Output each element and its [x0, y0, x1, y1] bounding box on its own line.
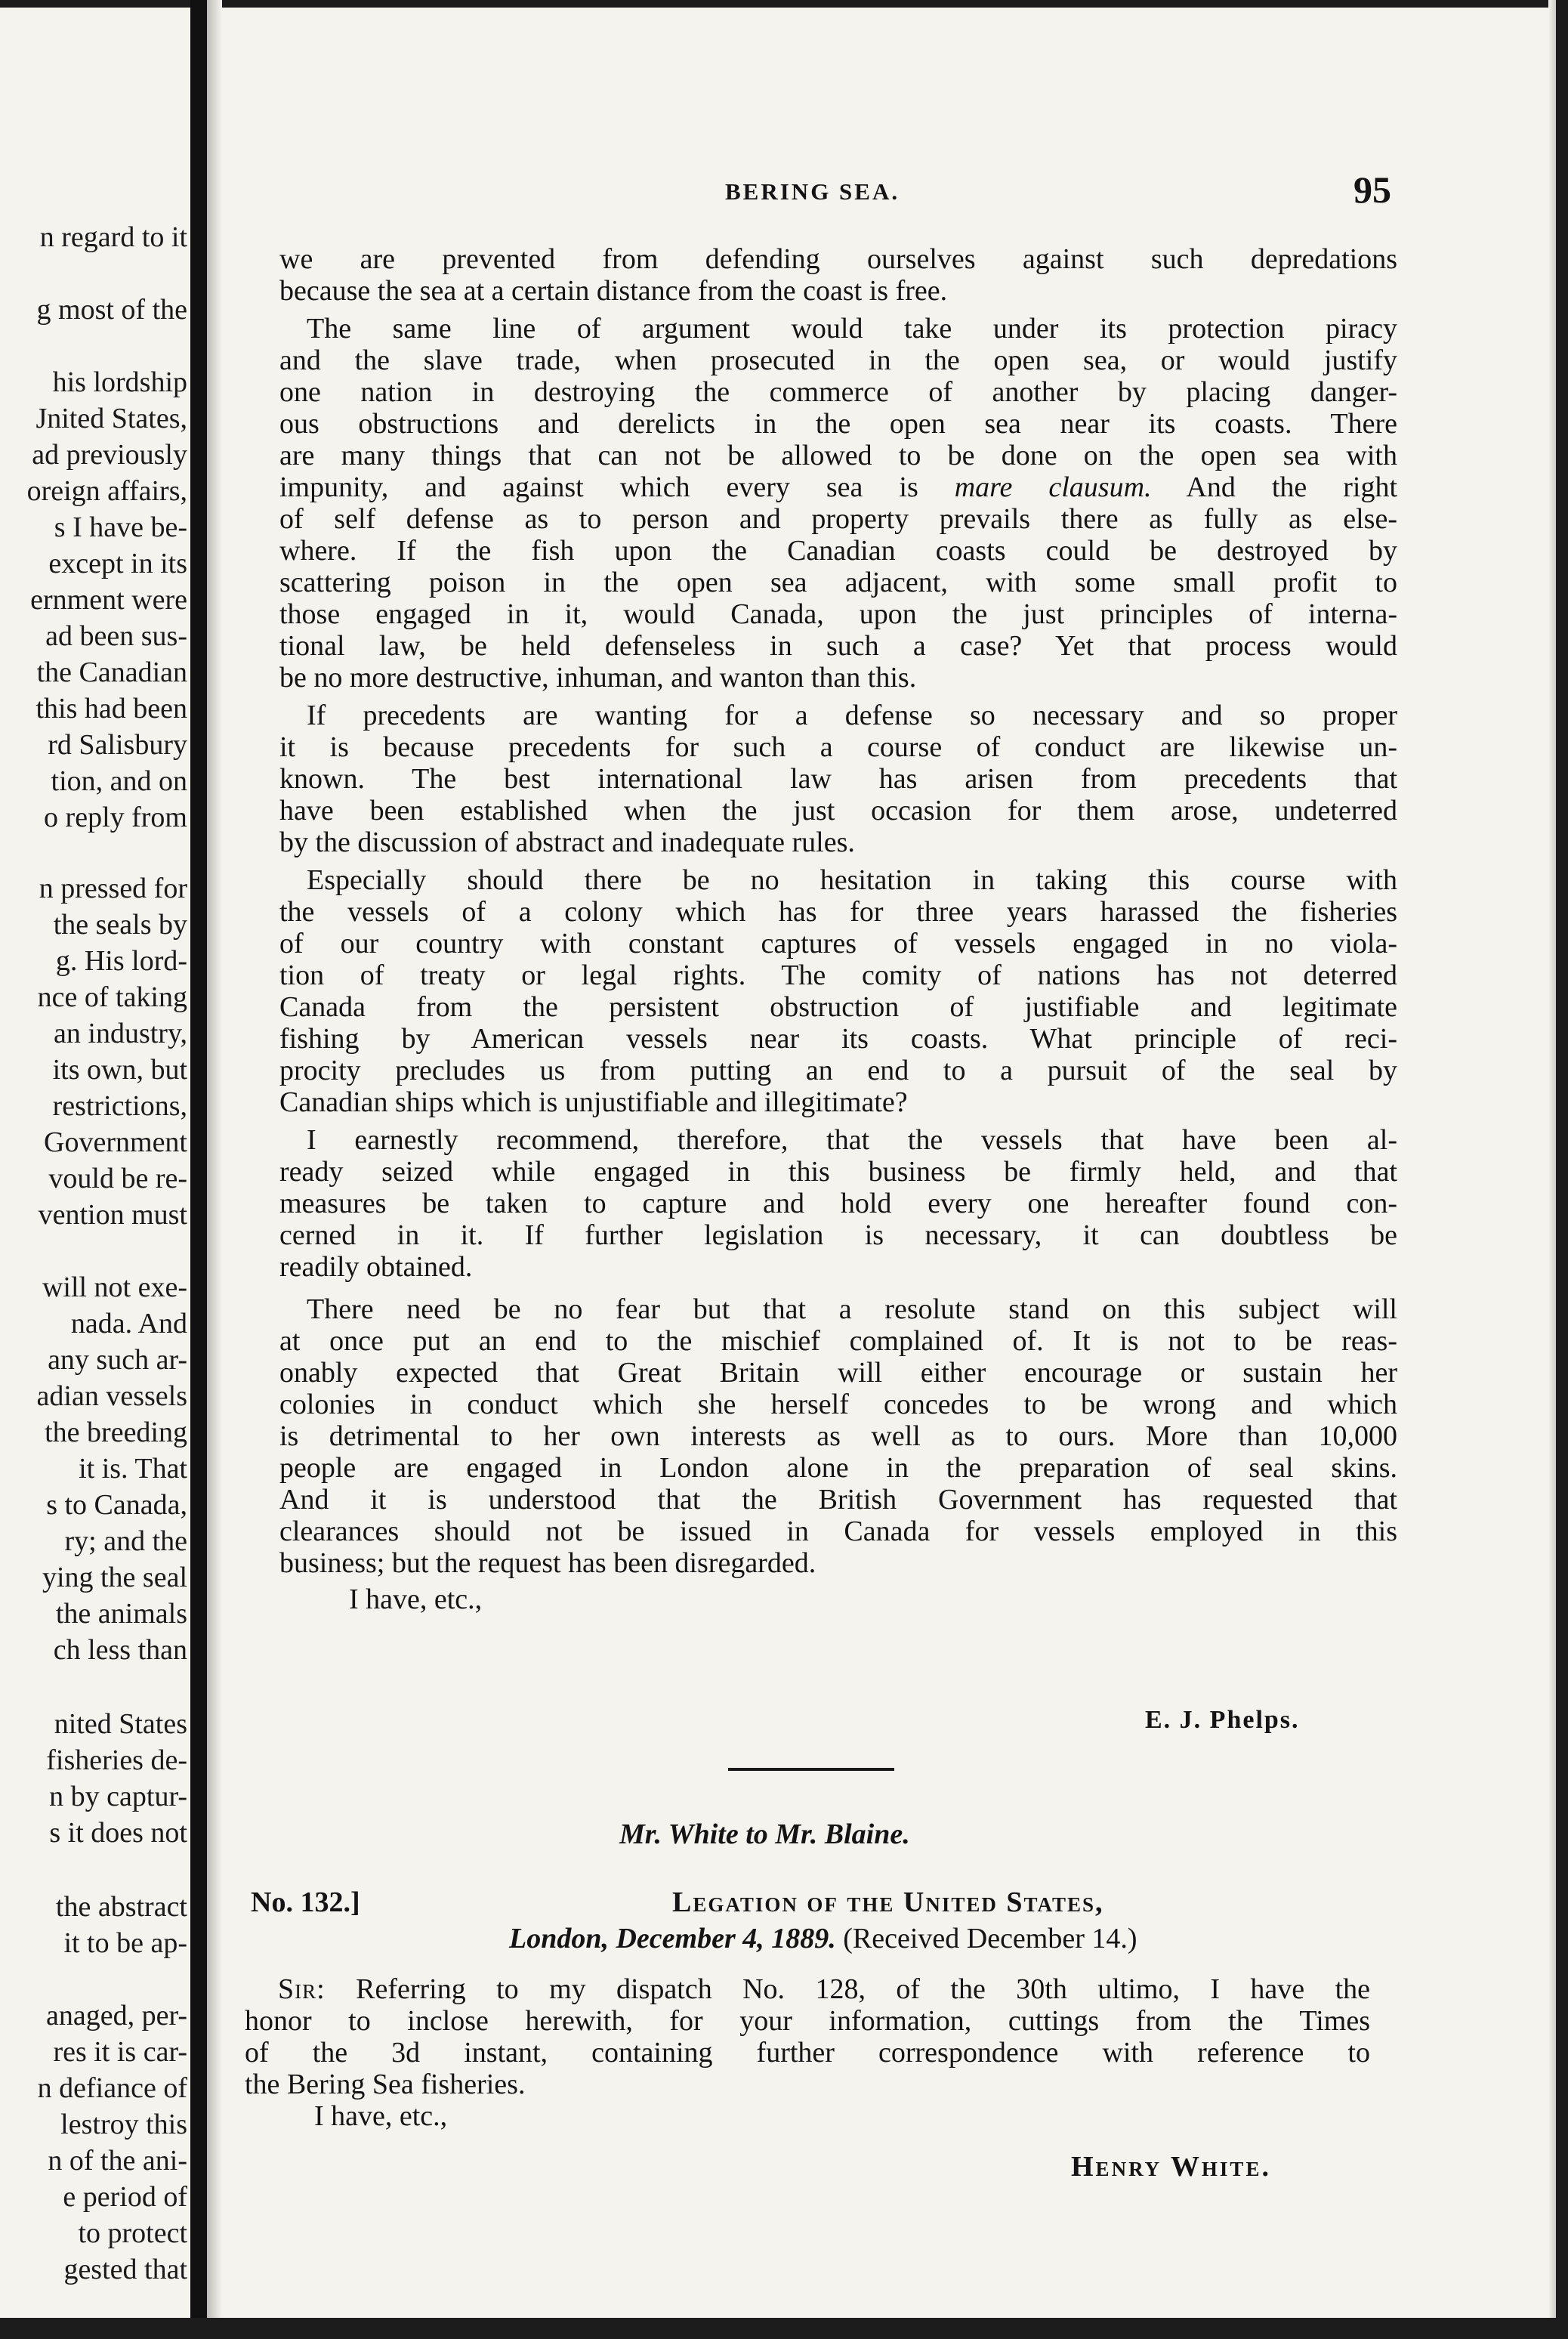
left-line: restrictions,	[52, 1090, 187, 1122]
text-line: Canada from the persistent obstruction of justifiable and legitimate	[279, 991, 1397, 1023]
closing: I have, etc.,	[314, 2100, 448, 2132]
page-number: 95	[1353, 168, 1391, 211]
left-line: ad previously	[32, 439, 187, 471]
left-line: the abstract	[55, 1891, 187, 1923]
left-line: Government	[44, 1126, 187, 1158]
place-date: London, December 4, 1889.	[509, 1923, 836, 1954]
text-line: Canadian ships which is unjustifiable and illegitimate?	[279, 1086, 908, 1118]
left-line: lestroy this	[60, 2109, 187, 2140]
left-line: res it is car-	[53, 2036, 187, 2068]
dispatch-number: No. 132.]	[251, 1886, 360, 1918]
text-line: scattering poison in the open sea adjacent, with some small profit to	[279, 567, 1397, 598]
text-line: of self defense as to person and property prevails there as fully as else-	[279, 503, 1397, 535]
text-line: people are engaged in London alone in the preparation of seal skins.	[279, 1452, 1397, 1484]
legation-heading: Legation of the United States,	[672, 1886, 1104, 1918]
text-line: those engaged in it, would Canada, upon the just principles of interna-	[279, 598, 1397, 630]
text-line: business; but the request has been disregarded.	[279, 1547, 816, 1579]
left-line: vould be re-	[48, 1163, 187, 1194]
left-line: s to Canada,	[46, 1489, 187, 1521]
signature-phelps: E. J. Phelps.	[1145, 1706, 1300, 1734]
salutation: Sir:	[278, 1973, 326, 2005]
text-line: readily obtained.	[279, 1251, 473, 1283]
text-line: Especially should there be no hesitation in taking this course with	[307, 864, 1397, 896]
text-line: the vessels of a colony which has for three years harassed the fisheries	[279, 896, 1397, 928]
latin-phrase: mare clausum.	[954, 471, 1152, 503]
text-line: tional law, be held defenseless in such a case? Yet that process would	[279, 630, 1397, 662]
text-line: where. If the fish upon the Canadian coasts could be destroyed by	[279, 535, 1397, 567]
left-line: e period of	[63, 2181, 187, 2213]
text-line: one nation in destroying the commerce of another by placing danger-	[279, 376, 1397, 408]
text-line: of the 3d instant, containing further correspondence with reference to	[245, 2037, 1370, 2069]
left-line: Jnited States,	[35, 403, 187, 434]
text-line: fishing by American vessels near its coasts. What principle of reci-	[279, 1023, 1397, 1055]
left-line: nada. And	[70, 1308, 187, 1339]
text-line: of our country with constant captures of vessels engaged in no viola-	[279, 928, 1397, 959]
text-line: and the slave trade, when prosecuted in the open sea, or would justify	[279, 345, 1397, 376]
left-line: it is. That	[79, 1453, 187, 1485]
left-line: the seals by	[53, 909, 187, 941]
text-line: at once put an end to the mischief complained of. It is not to be reas-	[279, 1325, 1397, 1357]
text-line: are many things that can not be allowed to be done on the open sea with	[279, 440, 1397, 471]
text-line: And it is understood that the British Government has requested that	[279, 1484, 1397, 1516]
text-line: cerned in it. If further legislation is necessary, it can doubtless be	[279, 1219, 1397, 1251]
text-line: is detrimental to her own interests as well as to ours. More than 10,000	[279, 1420, 1397, 1452]
left-line: n by captur-	[49, 1781, 187, 1812]
left-line: n defiance of	[37, 2072, 187, 2104]
text-line: If precedents are wanting for a defense so necessary and so proper	[307, 700, 1397, 731]
section-heading: Mr. White to Mr. Blaine.	[619, 1818, 910, 1850]
left-line: this had been	[35, 693, 187, 725]
left-line: rd Salisbury	[48, 729, 187, 761]
left-line: nited States	[54, 1708, 187, 1740]
left-line: ry; and the	[64, 1525, 187, 1557]
text-segment: And the right	[1151, 471, 1397, 503]
left-line: to protect	[78, 2217, 187, 2249]
left-line: except in its	[48, 548, 187, 579]
text-line: we are prevented from defending ourselves against such depredations	[279, 243, 1397, 275]
left-line: g. His lord-	[55, 945, 187, 977]
text-line: because the sea at a certain distance from the coast is free.	[279, 275, 948, 307]
received-date: (Received December 14.)	[843, 1923, 1137, 1954]
text-line	[279, 471, 1397, 503]
dateline	[509, 1922, 1137, 1955]
left-line: an industry,	[54, 1018, 187, 1049]
text-line: by the discussion of abstract and inadequate rules.	[279, 827, 855, 858]
section-divider	[728, 1768, 894, 1771]
left-line: s I have be-	[54, 511, 187, 543]
left-line: n pressed for	[39, 873, 187, 904]
left-line: o reply from	[44, 802, 187, 833]
left-line: g most of the	[36, 294, 187, 326]
left-line: its own, but	[52, 1054, 187, 1086]
text-line: ous obstructions and derelicts in the open sea near its coasts. There	[279, 408, 1397, 440]
text-line: it is because precedents for such a course of conduct are likewise un-	[279, 731, 1397, 763]
text-line: honor to inclose herewith, for your information, cuttings from the Times	[245, 2005, 1370, 2037]
left-line: will not exe-	[42, 1271, 187, 1303]
left-line: tion, and on	[51, 765, 187, 797]
left-line: n regard to it	[39, 221, 187, 253]
running-head: BERING SEA.	[725, 178, 900, 205]
text-line: known. The best international law has arisen from precedents that	[279, 763, 1397, 795]
left-line: ernment were	[30, 584, 187, 616]
signature-white: Henry White.	[1071, 2151, 1271, 2183]
left-line: the animals	[55, 1598, 187, 1630]
text-line: the Bering Sea fisheries.	[245, 2069, 526, 2100]
text-line: colonies in conduct which she herself concedes to be wrong and which	[279, 1389, 1397, 1420]
text-line: tion of treaty or legal rights. The comity of nations has not deterred	[279, 959, 1397, 991]
left-line: his lordship	[52, 366, 187, 398]
left-line: anaged, per-	[45, 2000, 187, 2032]
left-line: nce of taking	[37, 981, 187, 1013]
left-line: it to be ap-	[63, 1927, 187, 1959]
left-line: ch less than	[53, 1634, 187, 1666]
text-segment: Referring to my dispatch No. 128, of the 30th ultimo, I have the	[325, 1973, 1370, 2005]
left-line: vention must	[38, 1199, 187, 1231]
left-line: adian vessels	[36, 1380, 187, 1412]
left-line: fisheries de-	[46, 1744, 187, 1776]
text-line: ready seized while engaged in this business be firmly held, and that	[279, 1156, 1397, 1188]
left-line: the breeding	[45, 1417, 187, 1448]
left-line: s it does not	[49, 1817, 187, 1849]
text-line: clearances should not be issued in Canada for vessels employed in this	[279, 1516, 1397, 1547]
text-line	[245, 1973, 1370, 2005]
left-line: gested that	[63, 2254, 187, 2285]
text-line: procity precludes us from putting an end to a pursuit of the seal by	[279, 1055, 1397, 1086]
text-line: measures be taken to capture and hold every one hereafter found con-	[279, 1188, 1397, 1219]
left-line: oreign affairs,	[26, 475, 187, 507]
left-line: ad been sus-	[45, 620, 187, 652]
text-line: I earnestly recommend, therefore, that the vessels that have been al-	[307, 1124, 1397, 1156]
text-line: The same line of argument would take under its protection piracy	[307, 313, 1397, 345]
left-line: the Canadian	[36, 657, 187, 688]
closing: I have, etc.,	[349, 1584, 483, 1615]
left-line: ying the seal	[42, 1562, 187, 1593]
text-line: have been established when the just occasion for them arose, undeterred	[279, 795, 1397, 827]
text-line: onably expected that Great Britain will either encourage or sustain her	[279, 1357, 1397, 1389]
left-line: n of the ani-	[48, 2145, 187, 2177]
left-line: any such ar-	[48, 1344, 187, 1376]
text-line: be no more destructive, inhuman, and wanton than this.	[279, 662, 917, 694]
text-line: There need be no fear but that a resolute stand on this subject will	[307, 1293, 1397, 1325]
text-segment: impunity, and against which every sea is	[279, 471, 955, 503]
